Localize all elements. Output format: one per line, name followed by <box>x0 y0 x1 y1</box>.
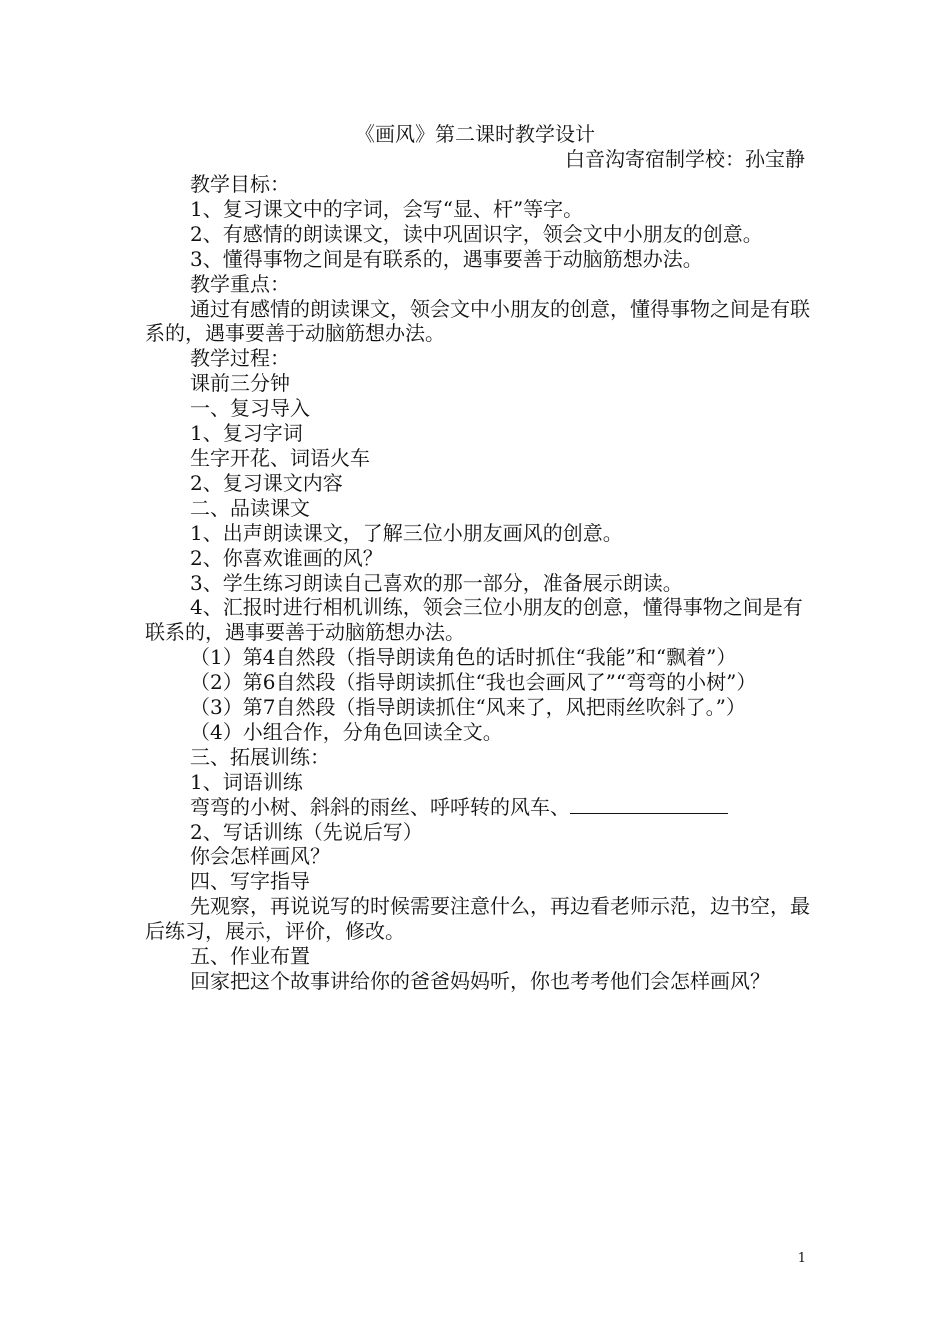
document-title: 《画风》第二课时教学设计 <box>355 122 595 146</box>
objective-2: 2、有感情的朗读课文，读中巩固识字，领会文中小朋友的创意。 <box>190 221 763 246</box>
process-item: 4、汇报时进行相机训练，领会三位小朋友的创意，懂得事物之间是有联系的，遇事要善于动脑筋想办法。 <box>145 595 803 645</box>
process-item: 课前三分钟 <box>190 371 290 396</box>
objective-1: 1、复习课文中的字词，会写“显、杆”等字。 <box>190 196 584 221</box>
section-heading-2: 二、品读课文 <box>190 495 310 520</box>
process-item: 2、复习课文内容 <box>190 470 343 495</box>
sub-item-2: （2）第6自然段（指导朗读抓住“我也会画风了”“弯弯的小树”） <box>190 670 757 695</box>
section-heading-5: 五、作业布置 <box>190 944 310 969</box>
sub-item-4: （4）小组合作，分角色回读全文。 <box>190 719 503 744</box>
process-item: 2、写话训练（先说后写） <box>190 819 423 844</box>
word-exercise-text: 弯弯的小树、斜斜的雨丝、呼呼转的风车、 <box>190 794 570 819</box>
process-item: 3、学生练习朗读自己喜欢的那一部分，准备展示朗读。 <box>190 570 683 595</box>
process-item: 2、你喜欢谁画的风？ <box>190 545 383 570</box>
key-points-text: 通过有感情的朗读课文，领会文中小朋友的创意，懂得事物之间是有联系的，遇事要善于动脑筋想办法。 <box>145 296 810 346</box>
process-item: 你会怎样画风？ <box>190 844 330 869</box>
page-number: 1 <box>797 1251 806 1266</box>
heading-key-points: 教学重点： <box>190 271 290 296</box>
section-heading-4: 四、写字指导 <box>190 869 310 894</box>
process-item: 生字开花、词语火车 <box>190 445 370 470</box>
objective-3: 3、懂得事物之间是有联系的，遇事要善于动脑筋想办法。 <box>190 246 703 271</box>
fill-in-blank <box>570 795 728 814</box>
homework-text: 回家把这个故事讲给你的爸爸妈妈听，你也考考他们会怎样画风？ <box>190 969 770 993</box>
word-exercise-line <box>145 795 810 820</box>
process-item: 先观察，再说说写的时候需要注意什么，再边看老师示范，边书空，最后练习，展示，评价，修改。 <box>145 894 810 944</box>
process-item: 1、词语训练 <box>190 769 303 794</box>
document-body <box>145 172 810 994</box>
section-heading-3: 三、拓展训练： <box>190 744 330 769</box>
process-item: 1、复习字词 <box>190 421 303 446</box>
section-heading-1: 一、复习导入 <box>190 396 310 421</box>
process-item: 1、出声朗读课文，了解三位小朋友画风的创意。 <box>190 520 623 545</box>
sub-item-1: （1）第4自然段（指导朗读角色的话时抓住“我能”和“飘着”） <box>190 645 737 670</box>
heading-process: 教学过程： <box>190 346 290 371</box>
author-line: 白音沟寄宿制学校：孙宝静 <box>565 147 805 171</box>
sub-item-3: （3）第7自然段（指导朗读抓住“风来了，风把雨丝吹斜了。”） <box>190 695 746 720</box>
heading-objectives: 教学目标： <box>190 172 290 196</box>
